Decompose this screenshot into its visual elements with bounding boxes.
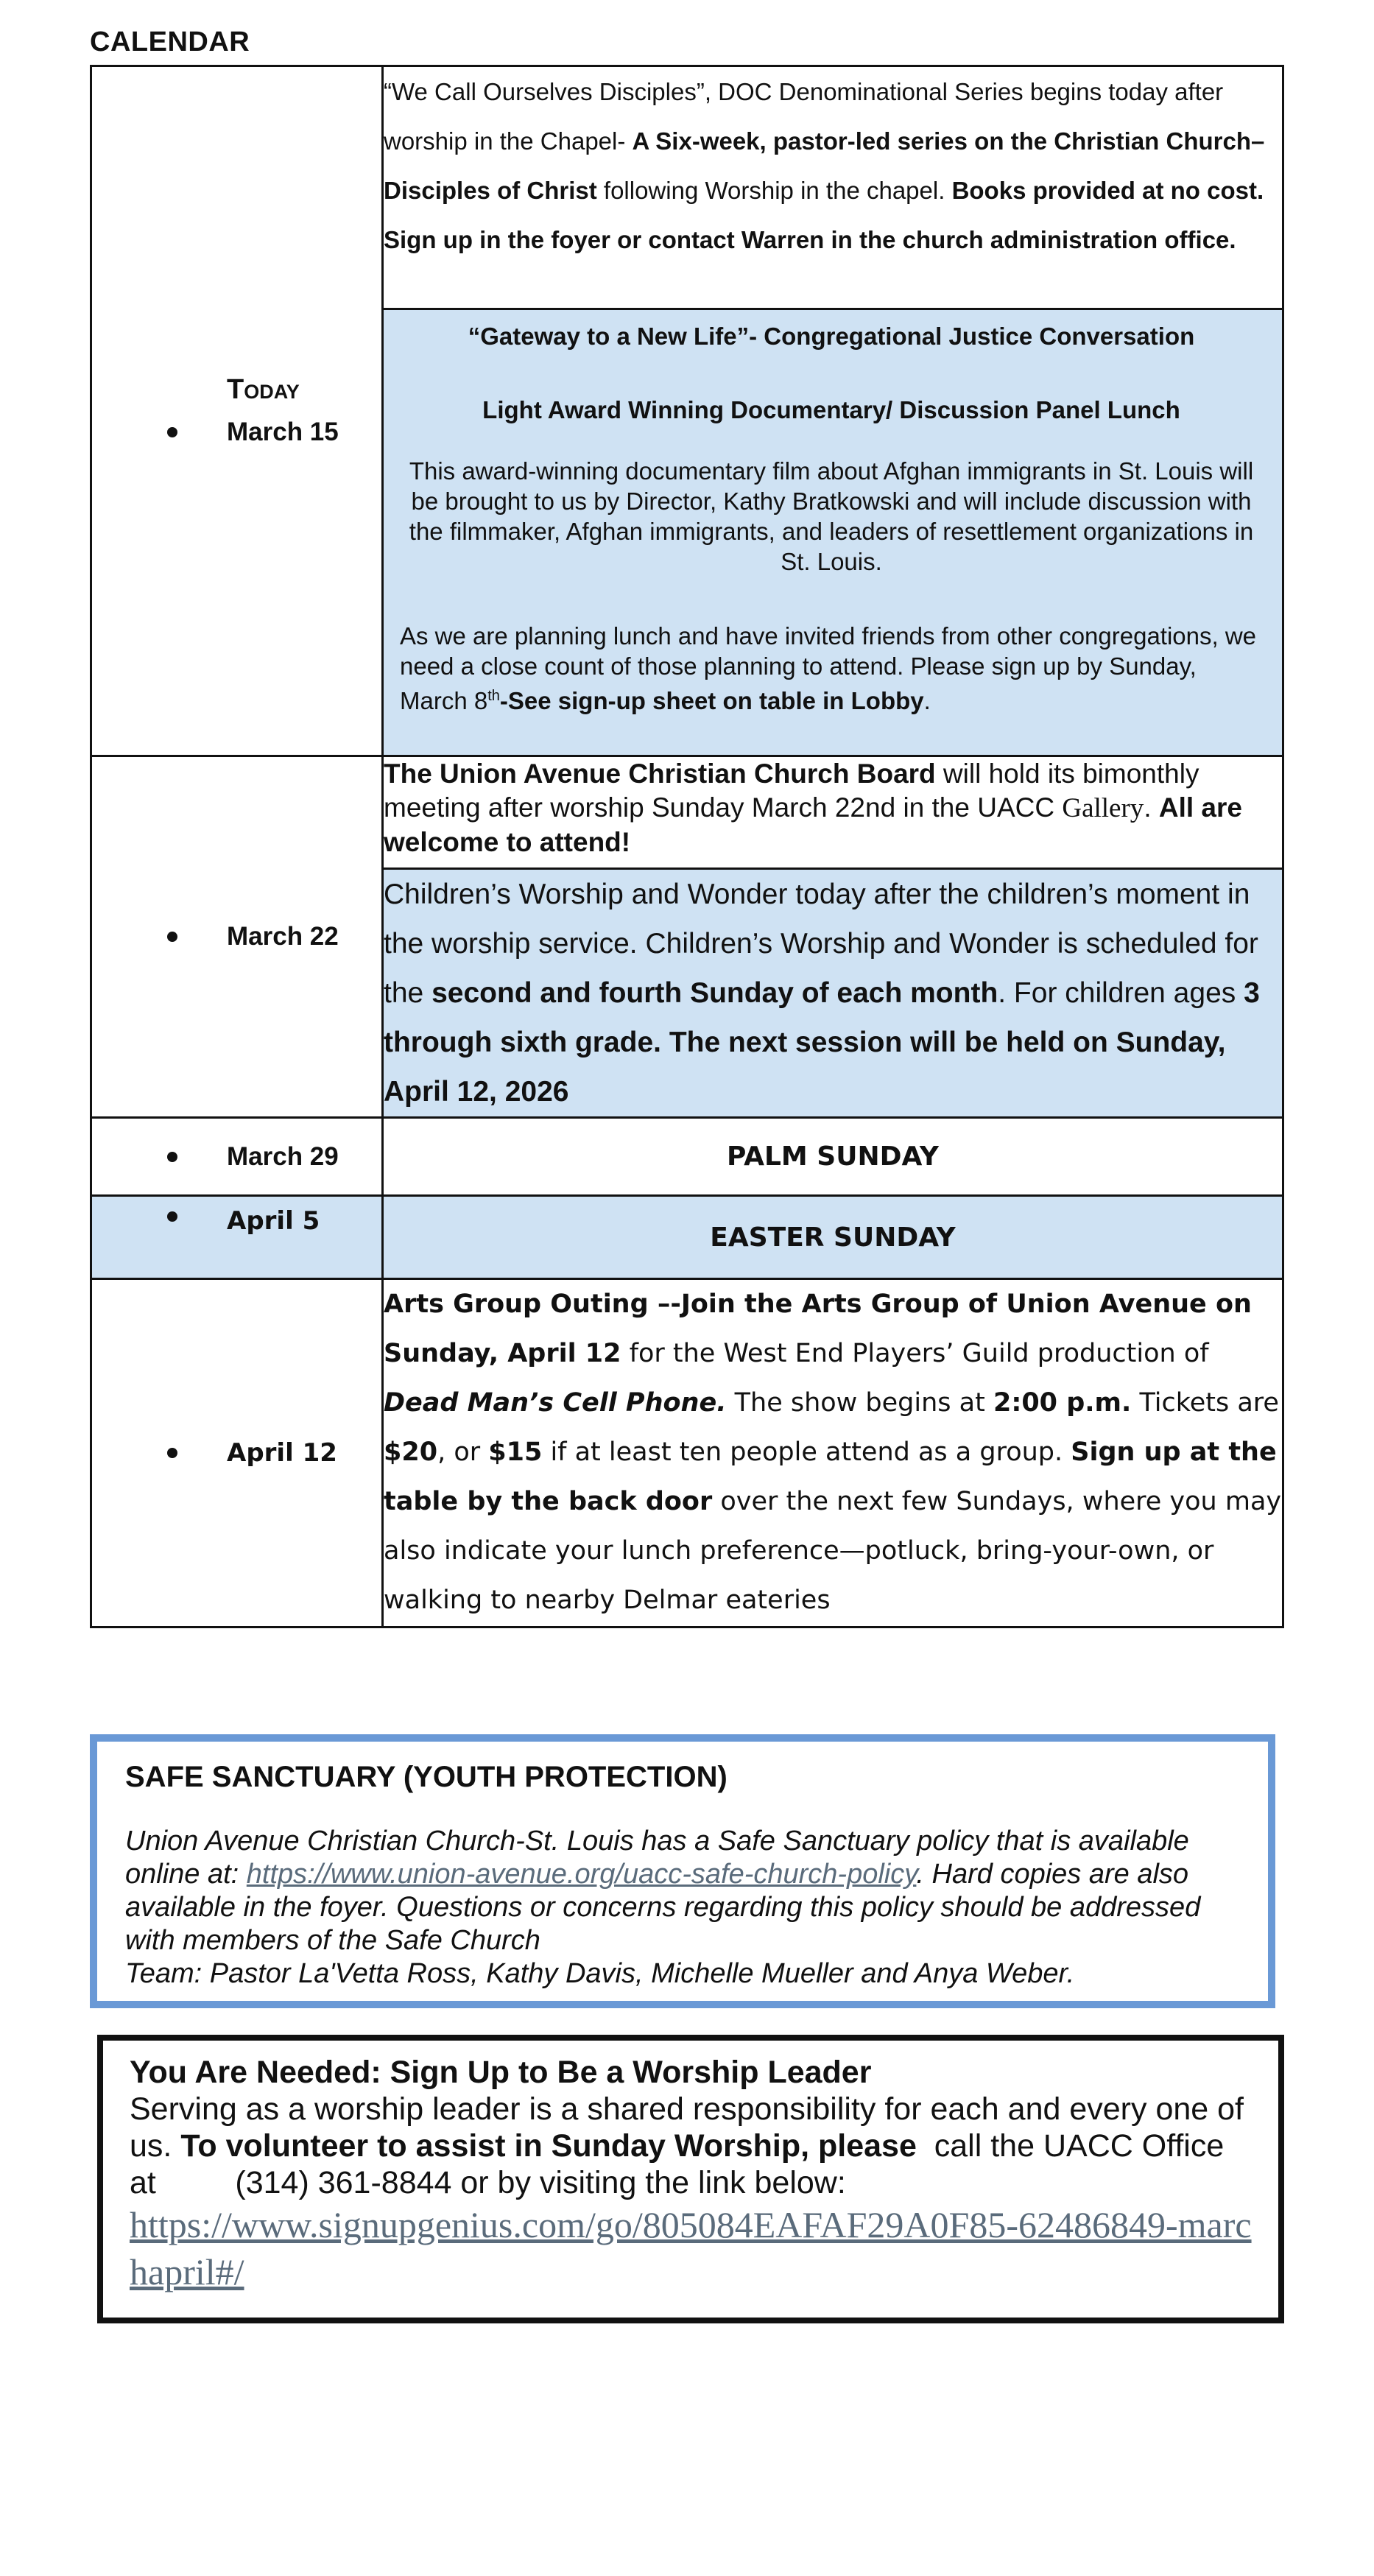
bullet-icon — [167, 427, 177, 437]
event-childrens-worship: Children’s Worship and Wonder today after the children’s moment in the worship service. Children’s Worship and Wonder is scheduled for the second and fourth Sunday of each month. For children ages 3 through sixth grade. The next session will be held on Sunday, April 12, 2026 — [383, 869, 1283, 1118]
event-gateway-documentary — [383, 309, 1283, 756]
safe-sanctuary-box — [90, 1734, 1275, 2008]
event-church-board: The Union Avenue Christian Church Board will hold its bimonthly meeting after worship Sunday March 22nd in the UACC Gallery. All are welcome to attend! — [383, 756, 1283, 869]
bullet-icon — [167, 1448, 177, 1458]
gateway-title: “Gateway to a New Life”- Congregational Justice Conversation — [468, 323, 1195, 350]
bullet-icon — [167, 1152, 177, 1162]
date-cell-march-22 — [91, 756, 383, 1118]
calendar-row-march-15 — [91, 66, 1283, 309]
bullet-icon — [167, 1211, 177, 1222]
date-cell-april-12 — [91, 1279, 383, 1627]
signup-genius-link[interactable]: https://www.signupgenius.com/go/805084EAFAF29A0F85-62486849-marchapril#/ — [130, 2204, 1252, 2292]
calendar-title: CALENDAR — [90, 27, 250, 57]
date-march-22: March 22 — [227, 922, 339, 951]
worship-leader-body: Serving as a worship leader is a shared responsibility for each and every one of us. To volunteer to assist in Sunday Worship, please call the UACC Office at (314) 361-8844 or by visiting the link below: — [130, 2091, 1244, 2200]
date-cell-april-5 — [91, 1196, 383, 1279]
safe-sanctuary-body: Union Avenue Christian Church-St. Louis has a Safe Sanctuary policy that is available online at: https://www.union-avenue.org/uacc-safe-church-policy. Hard copies are also available in the foyer. Questions or concerns regarding this policy should be addressed with members of the Safe Church Team: Pastor La'Vetta Ross, Kathy Davis, Michelle Mueller and Anya Weber. — [125, 1826, 1201, 1989]
date-april-12: April 12 — [227, 1438, 337, 1468]
calendar-row-april-5 — [91, 1196, 1283, 1279]
safe-church-team: Team: Pastor La'Vetta Ross, Kathy Davis, Michelle Mueller and Anya Weber. — [125, 1958, 1075, 1989]
today-label: Today — [227, 374, 300, 405]
event-arts-group-outing: Arts Group Outing –-Join the Arts Group of Union Avenue on Sunday, April 12 for the West End Players’ Guild production of Dead Man’s Cell Phone. The show begins at 2:00 p.m. Tickets are $20, or $15 if at least ten people attend as a group. Sign up at the table by the back door over the next few Sundays, where you may also indicate your lunch preference—potluck, bring-your-own, or walking to nearby Delmar eateries — [383, 1279, 1283, 1627]
event-disciples-series: “We Call Ourselves Disciples”, DOC Denominational Series begins today after worship in the Chapel- A Six-week, pastor-led series on the Christian Church–Disciples of Christ following Worship in the chapel. Books provided at no cost. Sign up in the foyer or contact Warren in the church administration office. — [383, 66, 1283, 309]
date-march-15: March 15 — [227, 418, 339, 446]
date-april-5: April 5 — [227, 1206, 320, 1236]
worship-leader-title: You Are Needed: Sign Up to Be a Worship Leader — [130, 2055, 872, 2090]
calendar-table — [90, 65, 1284, 1628]
bullet-icon — [167, 932, 177, 942]
calendar-row-april-12 — [91, 1279, 1283, 1627]
worship-leader-box — [97, 2035, 1284, 2323]
gateway-description: This award-winning documentary film about Afghan immigrants in St. Louis will be brought to us by Director, Kathy Bratkowski and will include discussion with the filmmaker, Afghan immigrants, and leaders of resettlement organizations in St. Louis. — [409, 457, 1254, 575]
date-march-29: March 29 — [227, 1141, 339, 1171]
event-easter-sunday: EASTER SUNDAY — [383, 1196, 1283, 1279]
calendar-row-march-22 — [91, 756, 1283, 869]
date-cell-march-15 — [91, 66, 383, 756]
gateway-subtitle: Light Award Winning Documentary/ Discussion Panel Lunch — [482, 396, 1180, 423]
safe-church-policy-link[interactable]: https://www.union-avenue.org/uacc-safe-church-policy — [246, 1859, 917, 1890]
safe-sanctuary-title: SAFE SANCTUARY (YOUTH PROTECTION) — [125, 1761, 727, 1793]
event-palm-sunday: PALM SUNDAY — [383, 1118, 1283, 1196]
calendar-row-march-29 — [91, 1118, 1283, 1196]
gateway-lunch-note: As we are planning lunch and have invited friends from other congregations, we need a close count of those planning to attend. Please sign up by Sunday, March 8th-See sign-up sheet on table in Lobby. — [400, 622, 1257, 714]
date-cell-march-29 — [91, 1118, 383, 1196]
